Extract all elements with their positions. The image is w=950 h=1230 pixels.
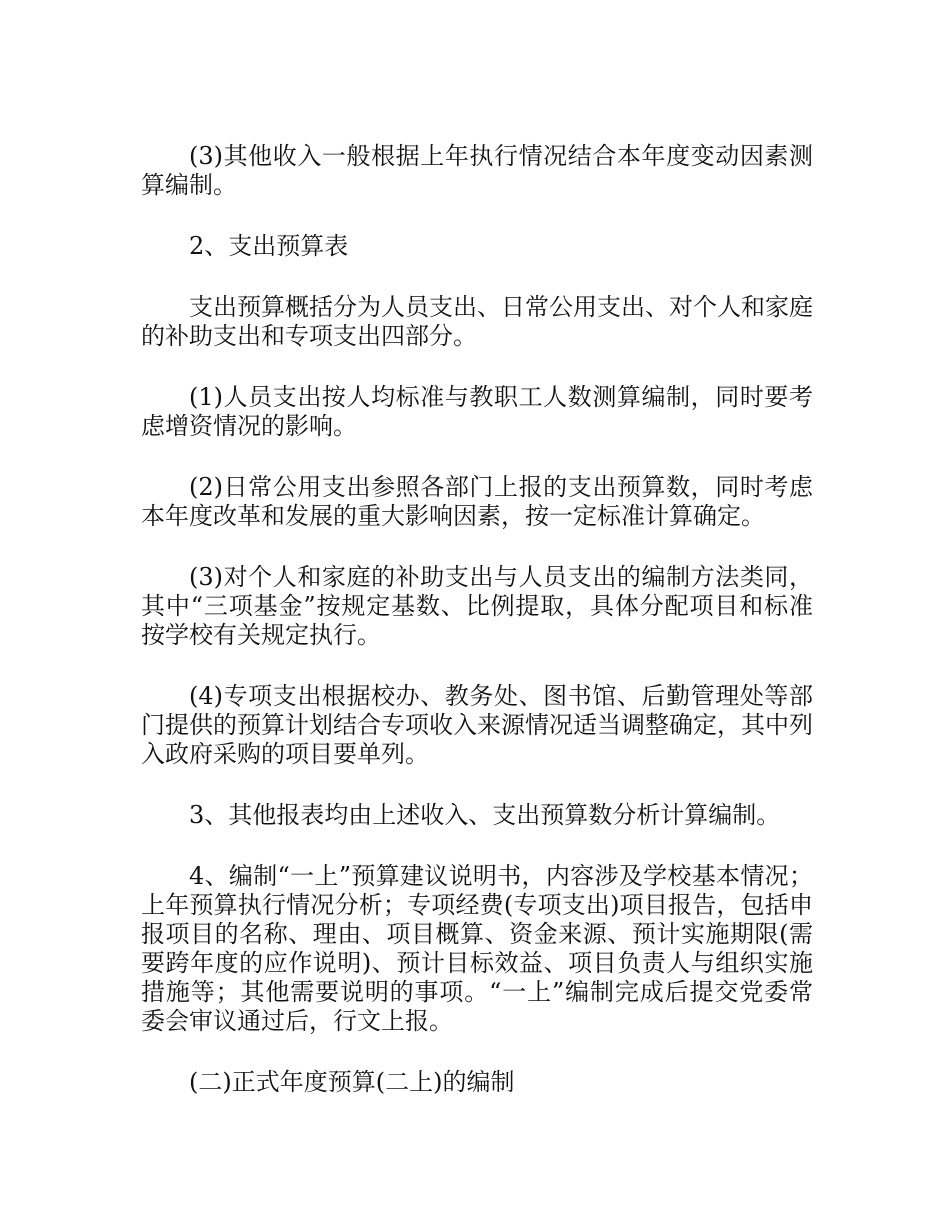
paragraph-special-expenditure: (4)专项支出根据校办、教务处、图书馆、后勤管理处等部门提供的预算计划结合专项收入来源情况适当调整确定，其中列入政府采购的项目要单列。 xyxy=(141,682,813,768)
heading-expenditure-budget-table: 2、支出预算表 xyxy=(189,232,349,260)
document-body xyxy=(141,142,813,1097)
paragraph-personnel-expenditure: (1)人员支出按人均标准与教职工人数测算编制，同时要考虑增资情况的影响。 xyxy=(141,383,813,440)
paragraph-other-income-note: (3)其他收入一般根据上年执行情况结合本年度变动因素测算编制。 xyxy=(141,142,813,199)
paragraph-daily-public-expenditure: (2)日常公用支出参照各部门上报的支出预算数，同时考虑本年度改革和发展的重大影响因素，按一定标准计算确定。 xyxy=(141,473,813,530)
paragraph-budget-proposal-statement: 4、编制“一上”预算建议说明书，内容涉及学校基本情况；上年预算执行情况分析；专项经费(专项支出)项目报告，包括申报项目的名称、理由、项目概算、资金来源、预计实施期限(需要跨年度的应作说明)、预计目标效益、项目负责人与组织实施措施等；其他需要说明的事项。“一上”编制完成后提交党委常委会审议通过后，行文上报。 xyxy=(141,862,813,1035)
paragraph-expenditure-overview: 支出预算概括分为人员支出、日常公用支出、对个人和家庭的补助支出和专项支出四部分。 xyxy=(141,293,813,350)
paragraph-subsidy-expenditure: (3)对个人和家庭的补助支出与人员支出的编制方法类同，其中“三项基金”按规定基数、比例提取，具体分配项目和标准按学校有关规定执行。 xyxy=(141,563,813,649)
heading-formal-annual-budget: (二)正式年度预算(二上)的编制 xyxy=(189,1068,515,1096)
paragraph-other-reports: 3、其他报表均由上述收入、支出预算数分析计算编制。 xyxy=(189,801,781,829)
